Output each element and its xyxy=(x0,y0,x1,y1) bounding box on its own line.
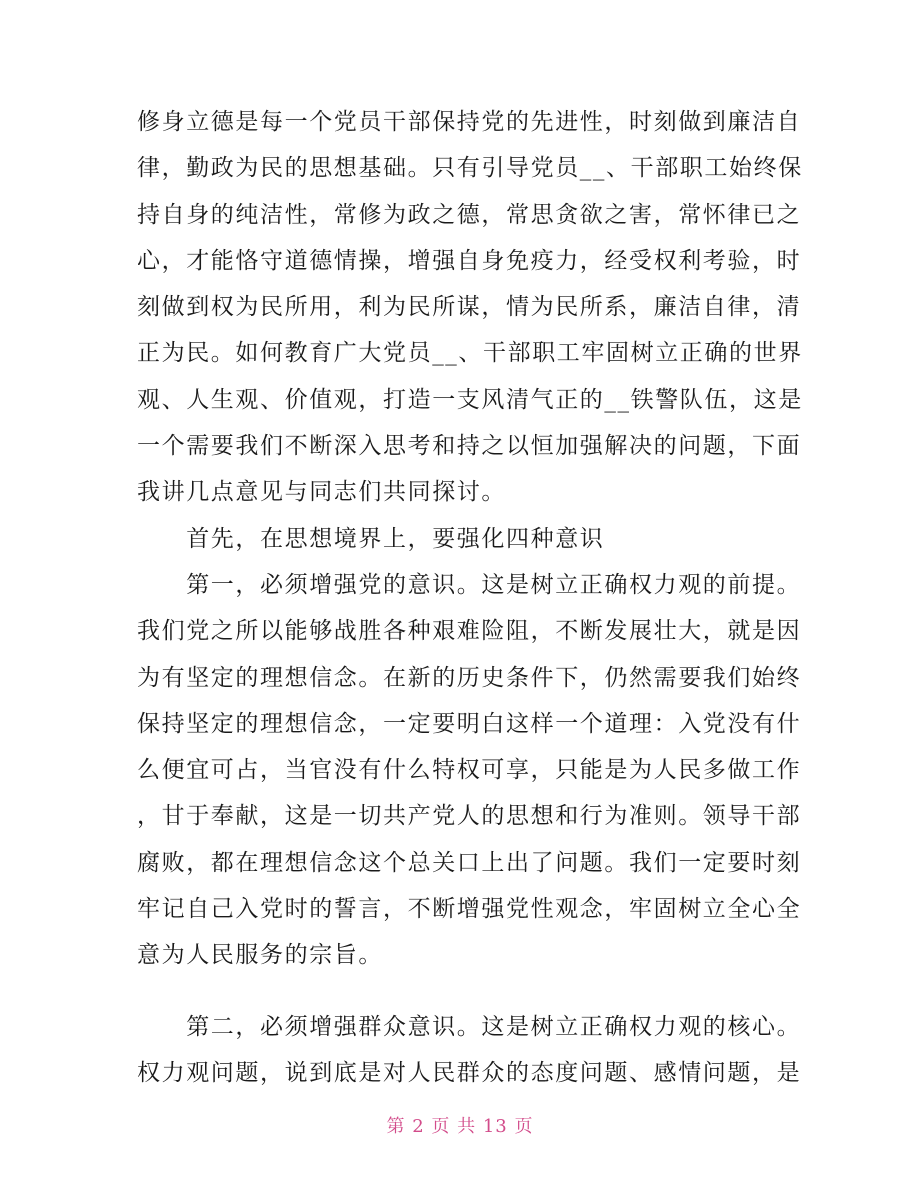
body-text-block-continued xyxy=(137,1004,802,1097)
section-heading: 首先，在思想境界上，要强化四种意识 xyxy=(137,525,605,552)
text-line: ，甘于奉献，这是一切共产党人的思想和行为准则。领导干部 xyxy=(137,803,802,830)
body-text-block xyxy=(137,99,803,979)
text-line: 意为人民服务的宗旨。 xyxy=(137,942,383,969)
text-line: 牢记自己入党时的誓言，不断增强党性观念，牢固树立全心全 xyxy=(137,896,802,923)
text-line: 观、人生观、价值观，打造一支风清气正的__铁警队伍，这是 xyxy=(137,386,803,413)
text-line: 正为民。如何教育广大党员__、干部职工牢固树立正确的世界 xyxy=(137,340,803,367)
text-line: 一个需要我们不断深入思考和持之以恒加强解决的问题，下面 xyxy=(137,433,802,460)
text-line: 修身立德是每一个党员干部保持党的先进性，时刻做到廉洁自 xyxy=(137,109,802,135)
text-line: 第二，必须增强群众意识。这是树立正确权力观的核心。 xyxy=(137,1014,802,1040)
text-line: 权力观问题，说到底是对人民群众的态度问题、感情问题，是 xyxy=(137,1060,802,1087)
text-line: 律，勤政为民的思想基础。只有引导党员__、干部职工始终保 xyxy=(137,155,803,182)
text-line: 保持坚定的理想信念，一定要明白这样一个道理：入党没有什 xyxy=(137,710,802,737)
text-line: 腐败，都在理想信念这个总关口上出了问题。我们一定要时刻 xyxy=(137,849,802,876)
text-line: 第一，必须增强党的意识。这是树立正确权力观的前提。 xyxy=(137,571,802,598)
text-line: 为有坚定的理想信念。在新的历史条件下，仍然需要我们始终 xyxy=(137,664,802,691)
text-line: 么便宜可占，当官没有什么特权可享，只能是为人民多做工作 xyxy=(137,757,802,784)
text-line: 持自身的纯洁性，常修为政之德，常思贪欲之害，常怀律已之 xyxy=(137,201,802,228)
text-line: 我们党之所以能够战胜各种艰难险阻，不断发展壮大，就是因 xyxy=(137,618,802,645)
text-line: 刻做到权为民所用，利为民所谋，情为民所系，廉洁自律，清 xyxy=(137,294,802,321)
page-number-footer: 第 2 页 共 13 页 xyxy=(386,1116,534,1137)
text-line: 心，才能恪守道德情操，增强自身免疫力，经受权利考验，时 xyxy=(137,247,802,274)
text-line: 我讲几点意见与同志们共同探讨。 xyxy=(137,479,506,506)
